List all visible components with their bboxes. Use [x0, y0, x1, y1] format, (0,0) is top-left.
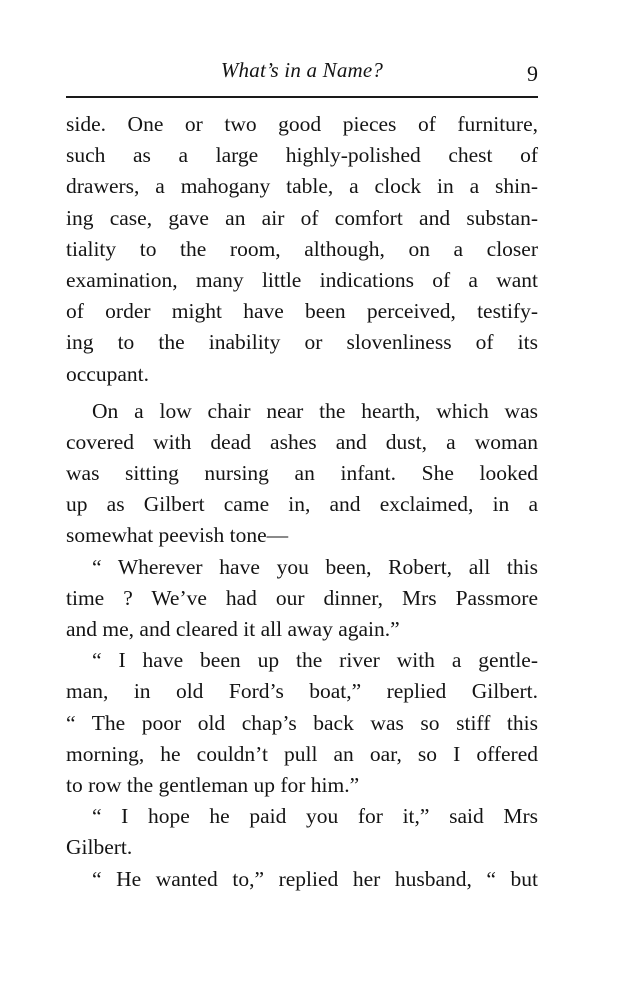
text-line: On a low chair near the hearth, which was [92, 398, 538, 423]
body-text [66, 109, 538, 895]
text-line: “ Wherever have you been, Robert, all this [92, 554, 538, 579]
text-line: time ? We’ve had our dinner, Mrs Passmore [66, 585, 538, 610]
text-line: to row the gentleman up for him.” [66, 772, 360, 797]
text-line: was sitting nursing an infant. She looked [66, 461, 538, 486]
text-line: “ I have been up the river with a gentle- [92, 648, 538, 673]
text-line: ing case, gave an air of comfort and substan- [66, 205, 538, 230]
text-line: drawers, a mahogany table, a clock in a shin- [66, 174, 538, 199]
text-line: “ He wanted to,” replied her husband, “ but [92, 866, 538, 891]
running-title: What’s in a Name? [220, 58, 384, 82]
text-line: ing to the inability or slovenliness of its [66, 330, 538, 355]
text-line: occupant. [66, 361, 149, 386]
text-line: such as a large highly-polished chest of [66, 143, 538, 168]
text-line: tiality to the room, although, on a closer [66, 236, 538, 261]
text-line: “ I hope he paid you for it,” said Mrs [92, 804, 538, 829]
text-line: morning, he couldn’t pull an oar, so I offered [66, 741, 538, 766]
text-line: up as Gilbert came in, and exclaimed, in a [66, 492, 538, 517]
text-line: side. One or two good pieces of furniture, [66, 112, 538, 136]
text-line: and me, and cleared it all away again.” [66, 617, 400, 641]
page-number: 9 [527, 61, 538, 86]
text-line: Gilbert. [66, 835, 133, 860]
text-line: somewhat peevish tone— [66, 523, 289, 548]
text-line: man, in old Ford’s boat,” replied Gilbert. [66, 679, 538, 704]
text-line: “ The poor old chap’s back was so stiff this [66, 710, 538, 735]
running-head [68, 58, 536, 88]
text-line: examination, many little indications of a want [66, 267, 538, 292]
text-line: covered with dead ashes and dust, a woman [66, 429, 538, 454]
text-line: of order might have been perceived, testify- [66, 299, 538, 324]
header-rule [66, 96, 538, 98]
